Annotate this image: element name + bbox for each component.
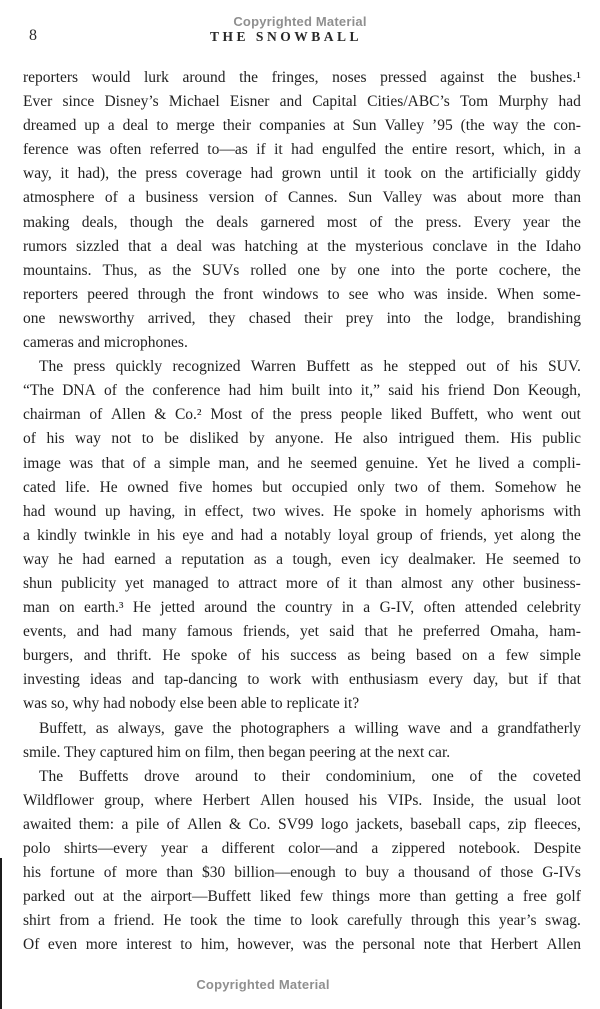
- bottom-watermark: Copyrighted Material: [196, 977, 330, 992]
- text-line: smile. They captured him on film, then began peering at the next car.: [23, 743, 451, 761]
- text-line: parked out at the airport—Buffett liked few things more than getting a free golf: [23, 888, 581, 906]
- text-line: image was that of a simple man, and he seemed genuine. Yet he lived a compli-: [23, 454, 581, 472]
- text-line: shun publicity yet managed to attract more of it than almost any other business-: [23, 574, 581, 592]
- text-line: man on earth.³ He jetted around the country in a G-IV, often attended celebrity: [23, 599, 581, 617]
- text-line: shirt from a friend. He took the time to look carefully through this year’s swag.: [23, 912, 581, 930]
- text-line: Ever since Disney’s Michael Eisner and Capital Cities/ABC’s Tom Murphy had: [23, 93, 581, 111]
- text-line: The press quickly recognized Warren Buffett as he stepped out of his SUV.: [39, 358, 581, 376]
- page-body: [23, 66, 581, 957]
- text-line: events, and had many famous friends, yet said that he preferred Omaha, ham-: [23, 623, 581, 641]
- running-header: THE SNOWBALL: [210, 29, 362, 44]
- text-line: way he had earned a reputation as a tough, even icy dealmaker. He seemed to: [23, 550, 581, 568]
- text-line: burgers, and thrift. He spoke of his success as being based on a few simple: [23, 647, 581, 665]
- top-watermark: Copyrighted Material: [233, 14, 367, 29]
- text-line: had wound up having, in effect, two wives. He spoke in homely aphorisms with: [23, 502, 581, 520]
- text-line: rumors sizzled that a deal was hatching at the mysterious conclave in the Idaho: [23, 237, 581, 255]
- text-line: of his way not to be disliked by anyone. He also intrigued them. His public: [23, 430, 581, 448]
- text-line: reporters would lurk around the fringes, noses pressed against the bushes.¹: [23, 69, 581, 86]
- text-line: dreamed up a deal to merge their companies at Sun Valley ’95 (the way the con-: [23, 117, 581, 135]
- text-line: a kindly twinkle in his eye and had a notably loyal group of friends, yet along the: [23, 526, 581, 544]
- text-line: one newsworthy arrived, they chased their prey into the lodge, brandishing: [23, 309, 581, 327]
- text-line: Buffett, as always, gave the photographers a willing wave and a grandfatherly: [39, 719, 581, 737]
- text-line: investing ideas and tap-dancing to work with enthusiasm every day, but if that: [23, 671, 581, 689]
- text-line: mountains. Thus, as the SUVs rolled one by one into the porte cochere, the: [23, 261, 581, 279]
- text-line: atmosphere of a business version of Cannes. Sun Valley was about more than: [23, 189, 581, 207]
- text-line: cated life. He owned five homes but occupied only two of them. Somehow he: [23, 478, 581, 496]
- text-line: The Buffetts drove around to their condominium, one of the coveted: [39, 767, 581, 785]
- text-line: Of even more interest to him, however, was the personal note that Herbert Allen: [23, 936, 581, 954]
- text-line: Wildflower group, where Herbert Allen housed his VIPs. Inside, the usual loot: [23, 791, 581, 809]
- text-line: making deals, though the deals garnered most of the press. Every year the: [23, 213, 581, 231]
- text-line: way, it had), the press coverage had grown until it took on the artificially giddy: [23, 165, 581, 183]
- text-line: “The DNA of the conference had him built into it,” said his friend Don Keough,: [23, 382, 581, 400]
- text-line: reporters peered through the front windows to see who was inside. When some-: [23, 285, 581, 303]
- text-line: ference was often referred to—as if it had engulfed the entire resort, which, in a: [23, 141, 581, 159]
- text-line: was so, why had nobody else been able to replicate it?: [23, 695, 360, 713]
- text-line: his fortune of more than $30 billion—enough to buy a thousand of those G-IVs: [23, 864, 581, 882]
- text-line: cameras and microphones.: [23, 334, 188, 352]
- text-line: chairman of Allen & Co.² Most of the press people liked Buffett, who went out: [23, 406, 581, 424]
- text-line: polo shirts—every year a different color—and a zippered notebook. Despite: [23, 840, 581, 857]
- page-number: 8: [29, 27, 37, 44]
- text-line: awaited them: a pile of Allen & Co. SV99 logo jackets, baseball caps, zip fleeces,: [23, 815, 581, 833]
